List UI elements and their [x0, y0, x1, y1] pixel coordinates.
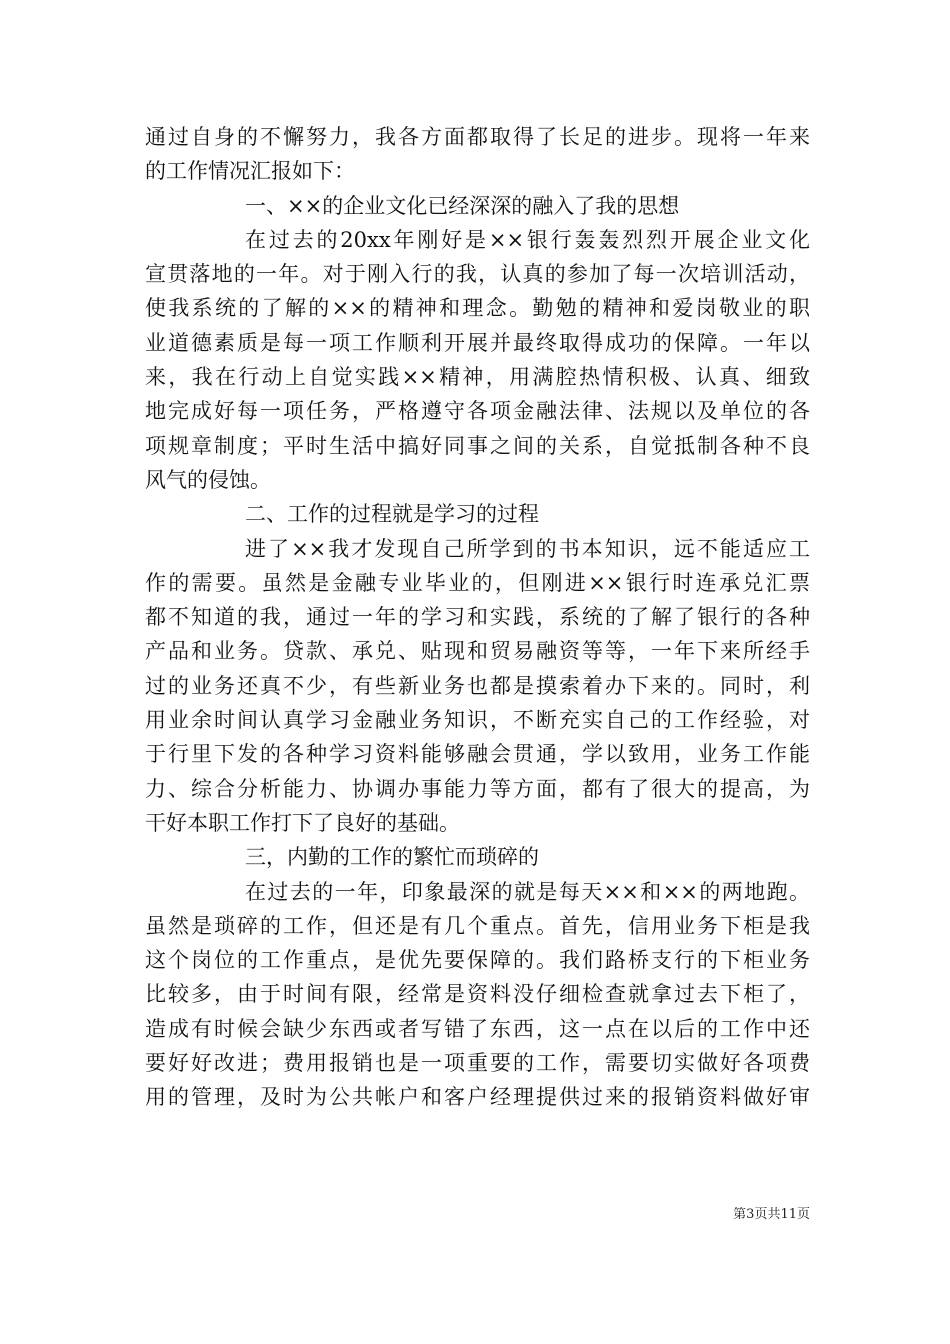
- body-text: [145, 120, 810, 1115]
- text-line: 力、综合分析能力、协调办事能力等方面，都有了很大的提高，为: [145, 776, 810, 801]
- text-line: 这个岗位的工作重点，是优先要保障的。我们路桥支行的下柜业务: [145, 948, 810, 973]
- text-line: 宣贯落地的一年。对于刚入行的我，认真的参加了每一次培训活动，: [145, 262, 810, 287]
- text-line: 产品和业务。贷款、承兑、贴现和贸易融资等等，一年下来所经手: [145, 639, 810, 664]
- text-line: 要好好改进；费用报销也是一项重要的工作，需要切实做好各项费: [145, 1051, 810, 1076]
- text-line: 业道德素质是每一项工作顺利开展并最终取得成功的保障。一年以: [145, 330, 810, 355]
- text-line: 在过去的20xx年刚好是××银行轰轰烈烈开展企业文化: [245, 227, 810, 252]
- text-line: 干好本职工作打下了良好的基础。: [145, 810, 460, 835]
- section-heading: 二、工作的过程就是学习的过程: [245, 502, 539, 527]
- text-line: 过的业务还真不少，有些新业务也都是摸索着办下来的。同时，利: [145, 673, 810, 698]
- text-line: 项规章制度；平时生活中搞好同事之间的关系，自觉抵制各种不良: [145, 433, 810, 458]
- page-number: 第3页共11页: [733, 1207, 810, 1222]
- text-line: 作的需要。虽然是金融专业毕业的，但刚进××银行时连承兑汇票: [145, 570, 810, 595]
- text-line: 来，我在行动上自觉实践××精神，用满腔热情积极、认真、细致: [145, 365, 810, 390]
- text-line: 用业余时间认真学习金融业务知识，不断充实自己的工作经验，对: [145, 708, 810, 733]
- text-line: 用的管理，及时为公共帐户和客户经理提供过来的报销资料做好审: [145, 1085, 810, 1110]
- text-line: 的工作情况汇报如下：: [145, 159, 355, 184]
- text-line: 虽然是琐碎的工作，但还是有几个重点。首先，信用业务下柜是我: [145, 913, 810, 938]
- text-line: 风气的侵蚀。: [145, 467, 271, 492]
- text-line: 于行里下发的各种学习资料能够融会贯通，学以致用，业务工作能: [145, 742, 810, 767]
- text-line: 进了××我才发现自己所学到的书本知识，远不能适应工: [245, 536, 810, 561]
- text-line: 通过自身的不懈努力，我各方面都取得了长足的进步。现将一年来: [145, 125, 810, 149]
- section-heading: 一、××的企业文化已经深深的融入了我的思想: [245, 193, 680, 218]
- text-line: 造成有时候会缺少东西或者写错了东西，这一点在以后的工作中还: [145, 1016, 810, 1041]
- text-line: 地完成好每一项任务，严格遵守各项金融法律、法规以及单位的各: [145, 399, 810, 424]
- text-line: 比较多，由于时间有限，经常是资料没仔细检查就拿过去下柜了，: [145, 982, 810, 1007]
- text-line: 使我系统的了解的××的精神和理念。勤勉的精神和爱岗敬业的职: [145, 296, 810, 321]
- section-heading: 三，内勤的工作的繁忙而琐碎的: [245, 845, 539, 870]
- text-line: 在过去的一年，印象最深的就是每天××和××的两地跑。: [245, 879, 810, 904]
- text-line: 都不知道的我，通过一年的学习和实践，系统的了解了银行的各种: [145, 605, 810, 630]
